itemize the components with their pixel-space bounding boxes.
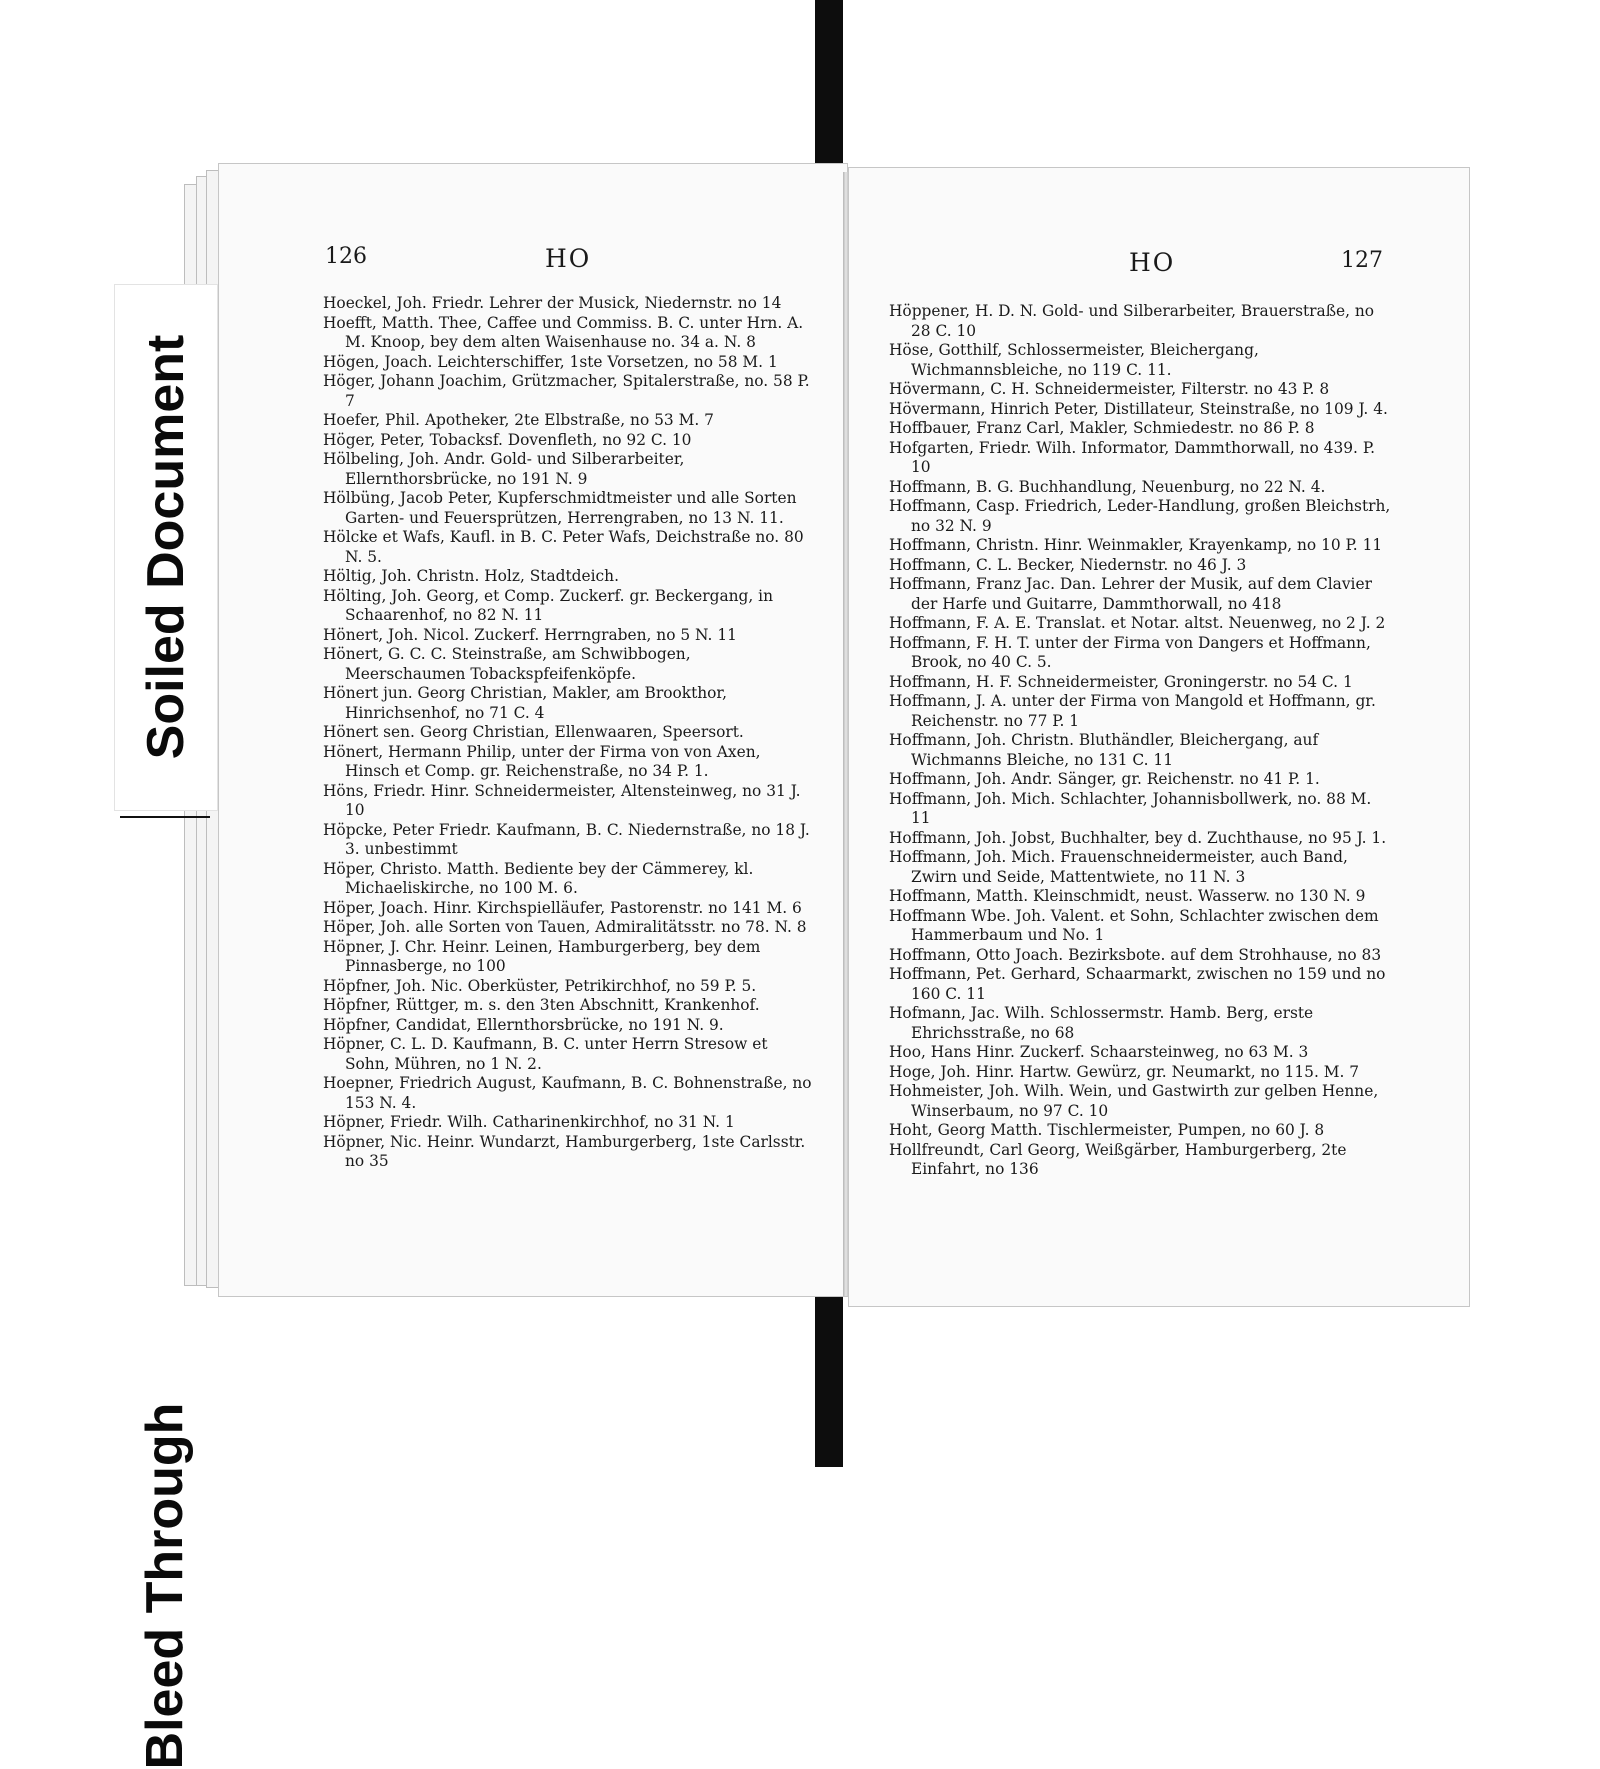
directory-entry: Hoffmann Wbe. Joh. Valent. et Sohn, Schlachter zwischen dem Hammerbaum und No. 1 xyxy=(889,906,1379,944)
directory-entry: Höper, Joach. Hinr. Kirchspielläufer, Pastorenstr. no 141 M. 6 xyxy=(323,898,802,917)
directory-entry: Höse, Gotthilf, Schlossermeister, Bleichergang, Wichmannsbleiche, no 119 C. 11. xyxy=(889,341,1259,379)
scanner-strip-bottom xyxy=(815,1295,843,1467)
directory-entry: Hölbüng, Jacob Peter, Kupferschmidtmeister und alle Sorten Garten- und Feuersprützen, Herrengraben, no 13 N. 11. xyxy=(323,489,797,527)
stamp-divider xyxy=(120,811,210,823)
directory-entry: Hölcke et Wafs, Kaufl. in B. C. Peter Wafs, Deichstraße no. 80 N. 5. xyxy=(323,528,804,566)
directory-entry: Hönert, Joh. Nicol. Zuckerf. Herrngraben, no 5 N. 11 xyxy=(323,625,737,644)
left-page xyxy=(218,163,848,1297)
right-page-header xyxy=(849,248,1469,288)
directory-entry: Höpfner, Candidat, Ellernthorsbrücke, no 191 N. 9. xyxy=(323,1015,724,1034)
directory-entry: Högen, Joach. Leichterschiffer, 1ste Vorsetzen, no 58 M. 1 xyxy=(323,352,778,371)
directory-entry: Hönert sen. Georg Christian, Ellenwaaren, Speersort. xyxy=(323,723,744,741)
directory-entry: Hoht, Georg Matth. Tischlermeister, Pumpen, no 60 J. 8 xyxy=(889,1121,1325,1139)
directory-entry: Hoffmann, F. A. E. Translat. et Notar. altst. Neuenweg, no 2 J. 2 xyxy=(889,614,1386,632)
directory-entry: Hoffmann, Matth. Kleinschmidt, neust. Wasserw. no 130 N. 9 xyxy=(889,887,1366,905)
directory-entry: Hölbeling, Joh. Andr. Gold- und Silberarbeiter, Ellernthorsbrücke, no 191 N. 9 xyxy=(323,450,685,488)
stamp-box-bleed xyxy=(114,824,216,1769)
scanner-strip-top xyxy=(815,0,843,180)
directory-entry: Hoffmann, Otto Joach. Bezirksbote. auf dem Strohhause, no 83 xyxy=(889,945,1382,964)
directory-entry: Hoeckel, Joh. Friedr. Lehrer der Musick, Niedernstr. no 14 xyxy=(323,294,782,312)
left-page-header xyxy=(219,244,847,284)
directory-entry: Hofgarten, Friedr. Wilh. Informator, Dammthorwall, no 439. P. 10 xyxy=(889,438,1375,476)
directory-entry: Höper, Christo. Matth. Bediente bey der Cämmerey, kl. Michaeliskirche, no 100 M. 6. xyxy=(323,859,754,897)
directory-entry: Hoffmann, Joh. Andr. Sänger, gr. Reichenstr. no 41 P. 1. xyxy=(889,770,1320,788)
directory-entry: Hoffmann, C. L. Becker, Niedernstr. no 46 J. 3 xyxy=(889,555,1247,574)
directory-entry: Höpner, Friedr. Wilh. Catharinenkirchhof, no 31 N. 1 xyxy=(323,1113,735,1131)
directory-entry: Hoffmann, Joh. Christn. Bluthändler, Bleichergang, auf Wichmanns Bleiche, no 131 C. 11 xyxy=(889,731,1319,769)
directory-entry: Höger, Johann Joachim, Grützmacher, Spitalerstraße, no. 58 P. 7 xyxy=(323,372,810,410)
directory-entry: Hoffmann, F. H. T. unter der Firma von Dangers et Hoffmann, Brook, no 40 C. 5. xyxy=(889,633,1371,671)
directory-entry: Höper, Joh. alle Sorten von Tauen, Admiralitätsstr. no 78. N. 8 xyxy=(323,918,807,936)
left-page-number: 126 xyxy=(325,244,367,269)
directory-entry: Hoffmann, Christn. Hinr. Weinmakler, Krayenkamp, no 10 P. 11 xyxy=(889,536,1383,554)
directory-entry: Hofmann, Jac. Wilh. Schlossermstr. Hamb. Berg, erste Ehrichsstraße, no 68 xyxy=(889,1004,1314,1042)
directory-entry: Hoefft, Matth. Thee, Caffee und Commiss. B. C. unter Hrn. A. M. Knoop, bey dem alten Waisenhause no. 34 a. N. 8 xyxy=(323,313,804,351)
directory-entry: Hölting, Joh. Georg, et Comp. Zuckerf. gr. Beckergang, in Schaarenhof, no 82 N. 11 xyxy=(323,586,774,624)
directory-entry: Höns, Friedr. Hinr. Schneidermeister, Altensteinweg, no 31 J. 10 xyxy=(323,781,801,819)
directory-entry: Hoffmann, Joh. Mich. Schlachter, Johannisbollwerk, no. 88 M. 11 xyxy=(889,789,1372,827)
directory-entry: Hoffmann, B. G. Buchhandlung, Neuenburg, no 22 N. 4. xyxy=(889,477,1326,496)
directory-entry: Hoffbauer, Franz Carl, Makler, Schmiedestr. no 86 P. 8 xyxy=(889,419,1315,437)
directory-entry: Hönert jun. Georg Christian, Makler, am Brookthor, Hinrichsenhof, no 71 C. 4 xyxy=(323,684,727,722)
directory-entry: Höppener, H. D. N. Gold- und Silberarbeiter, Brauerstraße, no 28 C. 10 xyxy=(889,302,1375,340)
left-entry-list xyxy=(323,294,815,1172)
condition-stamp xyxy=(114,284,216,1769)
directory-entry: Hövermann, C. H. Schneidermeister, Filterstr. no 43 P. 8 xyxy=(889,380,1330,398)
directory-entry: Höpner, Nic. Heinr. Wundarzt, Hamburgerberg, 1ste Carlsstr. no 35 xyxy=(323,1132,806,1170)
directory-entry: Hövermann, Hinrich Peter, Distillateur, Steinstraße, no 109 J. 4. xyxy=(889,399,1388,418)
directory-entry: Höpfner, Joh. Nic. Oberküster, Petrikirchhof, no 59 P. 5. xyxy=(323,976,757,995)
directory-entry: Hollfreundt, Carl Georg, Weißgärber, Hamburgerberg, 2te Einfahrt, no 136 xyxy=(889,1140,1347,1178)
directory-entry: Hoffmann, Joh. Mich. Frauenschneidermeister, auch Band, Zwirn und Seide, Mattentwiete, no 11 N. 3 xyxy=(889,848,1348,886)
directory-entry: Hoge, Joh. Hinr. Hartw. Gewürz, gr. Neumarkt, no 115. M. 7 xyxy=(889,1062,1360,1081)
stamp-label-bleed-through: Bleed Through xyxy=(136,1402,194,1769)
directory-entry: Hoffmann, H. F. Schneidermeister, Groningerstr. no 54 C. 1 xyxy=(889,672,1353,691)
directory-entry: Hoffmann, Casp. Friedrich, Leder-Handlung, großen Bleichstrh, no 32 N. 9 xyxy=(889,497,1391,535)
directory-entry: Hoffmann, J. A. unter der Firma von Mangold et Hoffmann, gr. Reichenstr. no 77 P. 1 xyxy=(889,692,1376,730)
left-running-head: HO xyxy=(545,244,592,273)
directory-entry: Hoffmann, Joh. Jobst, Buchhalter, bey d. Zuchthause, no 95 J. 1. xyxy=(889,828,1387,847)
directory-entry: Höpcke, Peter Friedr. Kaufmann, B. C. Niedernstraße, no 18 J. 3. unbestimmt xyxy=(323,820,810,858)
directory-entry: Hohmeister, Joh. Wilh. Wein, und Gastwirth zur gelben Henne, Winserbaum, no 97 C. 10 xyxy=(889,1082,1379,1120)
directory-entry: Höltig, Joh. Christn. Holz, Stadtdeich. xyxy=(323,567,619,585)
directory-entry: Höpner, J. Chr. Heinr. Leinen, Hamburgerberg, bey dem Pinnasberge, no 100 xyxy=(323,937,761,975)
directory-entry: Hoffmann, Pet. Gerhard, Schaarmarkt, zwischen no 159 und no 160 C. 11 xyxy=(889,965,1386,1003)
directory-entry: Hönert, Hermann Philip, unter der Firma von von Axen, Hinsch et Comp. gr. Reichenstraße, no 34 P. 1. xyxy=(323,742,761,780)
directory-entry: Hoefer, Phil. Apotheker, 2te Elbstraße, no 53 M. 7 xyxy=(323,411,714,429)
directory-entry: Hoffmann, Franz Jac. Dan. Lehrer der Musik, auf dem Clavier der Harfe und Guitarre, Dammthorwall, no 418 xyxy=(889,575,1372,613)
directory-entry: Hoepner, Friedrich August, Kaufmann, B. C. Bohnenstraße, no 153 N. 4. xyxy=(323,1074,812,1112)
right-page-number: 127 xyxy=(1341,248,1383,273)
right-page xyxy=(848,167,1470,1307)
directory-entry: Höpner, C. L. D. Kaufmann, B. C. unter Herrn Stresow et Sohn, Mühren, no 1 N. 2. xyxy=(323,1035,768,1073)
stamp-label-soiled-document: Soiled Document xyxy=(137,334,195,760)
right-entry-list xyxy=(889,302,1393,1180)
directory-entry: Hoo, Hans Hinr. Zuckerf. Schaarsteinweg, no 63 M. 3 xyxy=(889,1043,1309,1061)
directory-entry: Hönert, G. C. C. Steinstraße, am Schwibbogen, Meerschaumen Tobackspfeifenköpfe. xyxy=(323,645,691,683)
stamp-box-soiled xyxy=(114,284,218,811)
directory-entry: Höpfner, Rüttger, m. s. den 3ten Abschnitt, Krankenhof. xyxy=(323,996,760,1014)
right-running-head: HO xyxy=(1129,248,1176,277)
directory-entry: Höger, Peter, Tobacksf. Dovenfleth, no 92 C. 10 xyxy=(323,430,692,449)
